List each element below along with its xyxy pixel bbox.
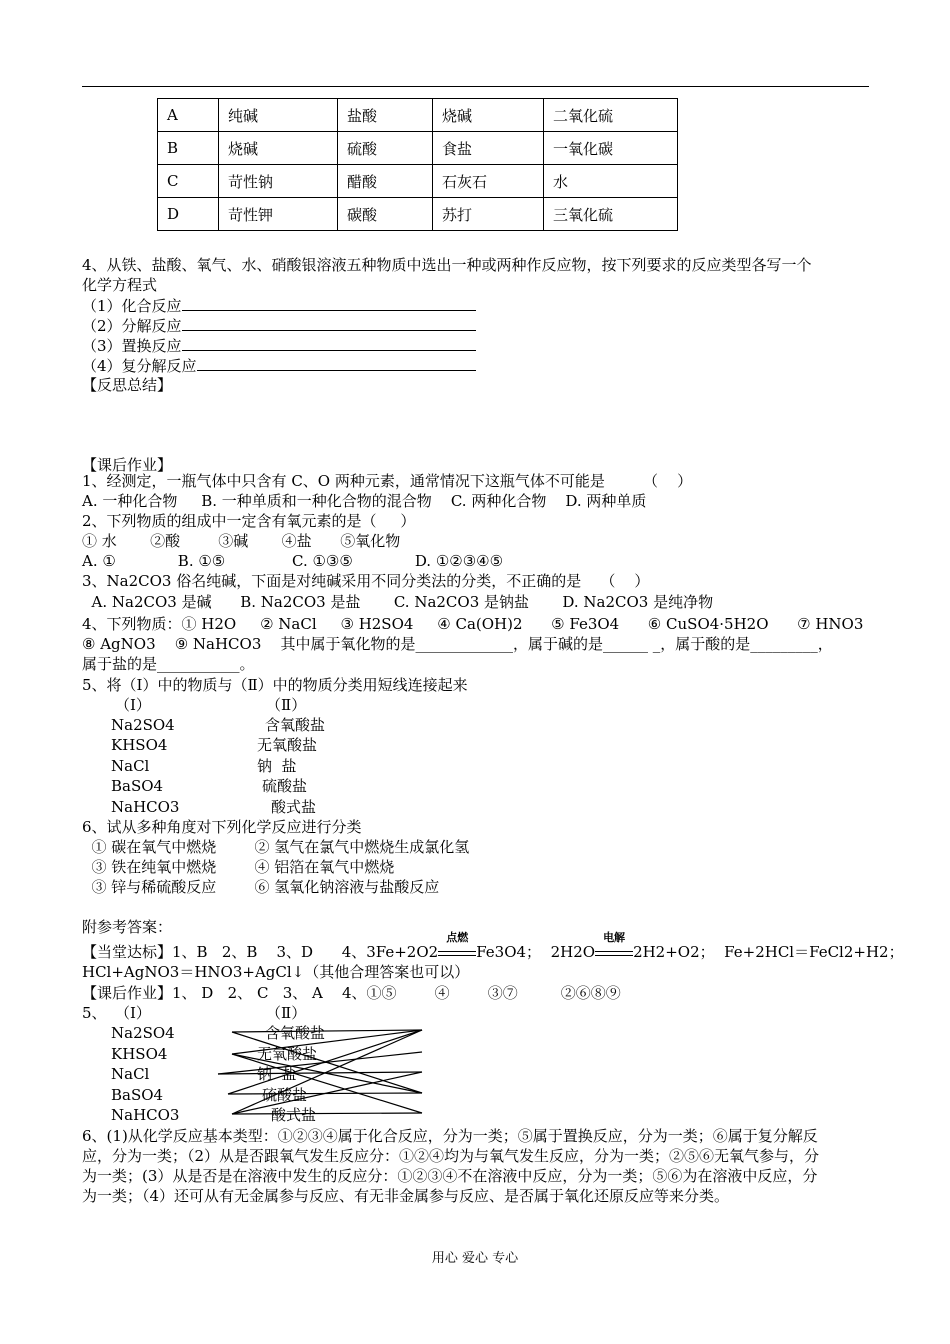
hw-q2: 2、下列物质的组成中一定含有氧元素的是（ ）	[82, 512, 416, 530]
answers-q5-right: 硫酸盐	[262, 1086, 308, 1104]
answers-header: 附参考答案：	[82, 918, 173, 936]
hw-q3-options: A. Na2CO3 是碱 B. Na2CO3 是盐 C. Na2CO3 是钠盐 D. Na2CO3 是纯净物	[82, 593, 714, 611]
answers-line3: 【课后作业】1、 D 2、 C 3、 A 4、①⑤ ④ ③⑦ ②⑥⑧⑨	[82, 984, 621, 1002]
table-cell: 食盐	[433, 132, 544, 165]
table-cell: A	[158, 99, 219, 132]
answers-q6-line: 6、(1)从化学反应基本类型：①②③④属于化合反应，分为一类；⑤属于置换反应，分为一类；⑥属于复分解反	[82, 1127, 818, 1145]
answers-q5-left: Na2SO4	[111, 1024, 175, 1042]
hw-q4-line2: ⑧ AgNO3 ⑨ NaHCO3 其中属于氧化物的是_____________，属于碱的是______ _，属于酸的是_________，	[82, 635, 833, 653]
page-footer: 用心 爱心 专心	[431, 1251, 519, 1266]
q4-item-label: （3）置换反应	[82, 337, 182, 355]
hw-q5-left: KHSO4	[111, 736, 168, 754]
hw-q6-row: ③ 锌与稀硫酸反应 ⑥ 氢氧化钠溶液与盐酸反应	[82, 878, 440, 896]
answers-q5-right: 酸式盐	[271, 1106, 317, 1124]
table-cell: 苛性钾	[219, 198, 338, 231]
hw-q5-left: Na2SO4	[111, 716, 175, 734]
hw-q1: 1、经测定，一瓶气体中只含有 C、O 两种元素，通常情况下这瓶气体不可能是 （ ）	[82, 472, 693, 490]
hw-q5-col1-header: （Ⅰ）	[115, 696, 151, 714]
answers-text: 2H2+O2； Fe+2HCl＝FeCl2+H2；	[633, 943, 904, 961]
hw-q2-items: ① 水 ②酸 ③碱 ④盐 ⑤氧化物	[82, 532, 401, 550]
hw-q1-options: A. 一种化合物 B. 一种单质和一种化合物的混合物 C. 两种化合物 D. 两种单质	[82, 492, 647, 510]
answers-q5-left: NaHCO3	[111, 1106, 180, 1124]
table-cell: 苏打	[433, 198, 544, 231]
answers-q5-prefix: 5、	[82, 1004, 107, 1022]
answers-q5-left: BaSO4	[111, 1086, 164, 1104]
q4-item-label: （2）分解反应	[82, 317, 182, 335]
hw-q5-right: 钠 盐	[257, 757, 297, 775]
table-cell: 烧碱	[433, 99, 544, 132]
answers-text: Fe3O4； 2H2O	[476, 943, 596, 961]
answers-text: 【当堂达标】1、B 2、B 3、D 4、3Fe+2O2	[82, 943, 439, 961]
hw-q2-options: A. ① B. ①⑤ C. ①③⑤ D. ①②③④⑤	[82, 552, 504, 570]
hw-q4-line1: 4、下列物质：① H2O ② NaCl ③ H2SO4 ④ Ca(OH)2 ⑤ Fe3O4 ⑥ CuSO4·5H2O ⑦ HNO3	[82, 615, 864, 633]
hw-q5-right: 无氧酸盐	[257, 736, 318, 754]
answers-line2: HCl+AgNO3＝HNO3+AgCl↓（其他合理答案也可以）	[82, 963, 470, 981]
hw-q6-row: ③ 铁在纯氧中燃烧 ④ 铝箔在氧气中燃烧	[82, 858, 395, 876]
answers-q5-right: 含氧酸盐	[265, 1024, 326, 1042]
table-cell: C	[158, 165, 219, 198]
table-cell: 盐酸	[338, 99, 433, 132]
hw-q5-right: 硫酸盐	[262, 777, 308, 795]
condition-label: 电解	[603, 931, 626, 944]
answers-q6-line: 为一类；（4）还可从有无金属参与反应、有无非金属参与反应、是否属于氧化还原反应等来分类。	[82, 1187, 730, 1205]
table-cell: 烧碱	[219, 132, 338, 165]
answers-q6-line: 为一类；(3）从是否是在溶液中发生的反应分：①②③④不在溶液中反应，分为一类；⑤⑥为在溶液中反应，分	[82, 1167, 818, 1185]
table-cell: 石灰石	[433, 165, 544, 198]
reflection-header: 【反思总结】	[82, 376, 173, 394]
hw-q3: 3、Na2CO3 俗名纯碱，下面是对纯碱采用不同分类法的分类，不正确的是 （ ）	[82, 572, 650, 590]
answers-q5-col1-header: （Ⅰ）	[115, 1004, 151, 1022]
table-cell: 碳酸	[338, 198, 433, 231]
hw-q5-right: 酸式盐	[271, 798, 317, 816]
hw-q6: 6、试从多种角度对下列化学反应进行分类	[82, 818, 362, 836]
q4-prompt-line2: 化学方程式	[82, 276, 158, 294]
answers-q6-line: 应，分为一类；（2）从是否跟氧气发生反应分：①②④均为与氧气发生反应，分为一类；②⑤⑥无氧气参与，分	[82, 1147, 820, 1165]
table-cell: 二氧化硫	[544, 99, 678, 132]
matching-line	[232, 1030, 422, 1032]
answers-q5-left: KHSO4	[111, 1045, 168, 1063]
hw-q5-left: NaCl	[111, 757, 150, 775]
table-cell: 醋酸	[338, 165, 433, 198]
hw-q4-line3: 属于盐的是___________。	[82, 655, 255, 673]
hw-q5-left: NaHCO3	[111, 798, 180, 816]
answers-q5-right: 无氧酸盐	[257, 1045, 318, 1063]
table-cell: 苛性钠	[219, 165, 338, 198]
hw-q6-row: ① 碳在氧气中燃烧 ② 氢气在氯气中燃烧生成氯化氢	[82, 838, 470, 856]
hw-q5: 5、将（Ⅰ）中的物质与（Ⅱ）中的物质分类用短线连接起来	[82, 676, 468, 694]
answers-q5-left: NaCl	[111, 1065, 150, 1083]
answers-q5-right: 钠 盐	[257, 1065, 297, 1083]
hw-q5-col2-header: （Ⅱ）	[266, 696, 307, 714]
table-cell: B	[158, 132, 219, 165]
table-cell: 纯碱	[219, 99, 338, 132]
table-cell: 水	[544, 165, 678, 198]
table-cell: 三氧化硫	[544, 198, 678, 231]
q4-prompt-line1: 4、从铁、盐酸、氧气、水、硝酸银溶液五种物质中选出一种或两种作反应物，按下列要求的反应类型各写一个	[82, 256, 812, 274]
table-cell: D	[158, 198, 219, 231]
table-cell: 一氧化碳	[544, 132, 678, 165]
hw-q5-right: 含氧酸盐	[265, 716, 326, 734]
hw-q5-left: BaSO4	[111, 777, 164, 795]
q4-item-label: （1）化合反应	[82, 297, 182, 315]
table-cell: 硫酸	[338, 132, 433, 165]
q4-item-label: （4）复分解反应	[82, 357, 197, 375]
condition-label: 点燃	[446, 931, 469, 944]
matching-line	[218, 1052, 422, 1074]
homework-header: 【课后作业】	[82, 456, 173, 474]
answers-q5-col2-header: （Ⅱ）	[266, 1004, 307, 1022]
matching-line	[232, 1113, 422, 1114]
